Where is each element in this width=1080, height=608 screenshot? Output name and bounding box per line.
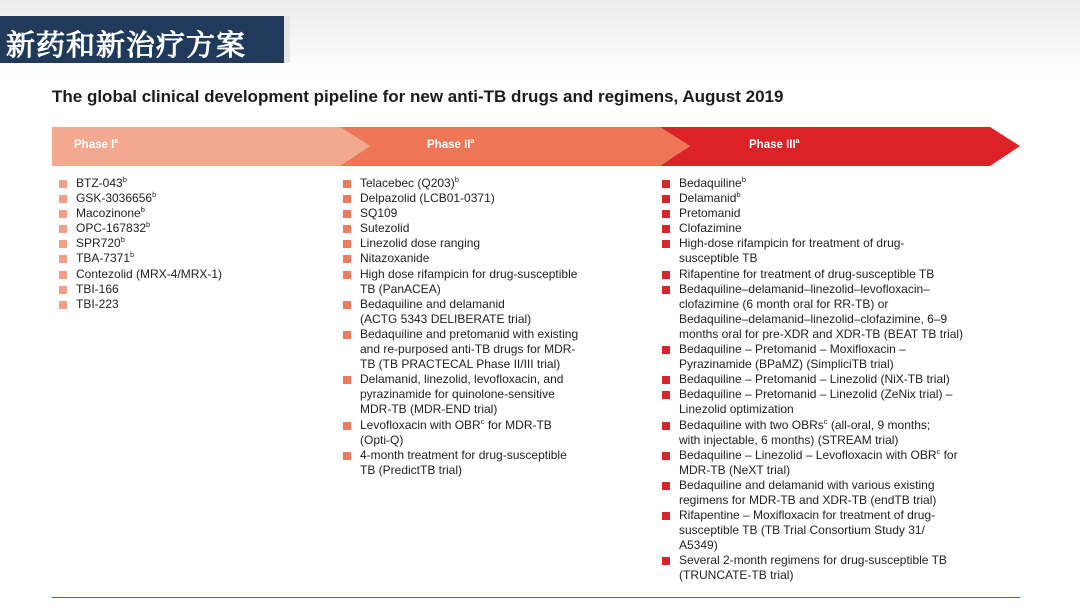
phase-2-item: Telacebec $(Q203)^b$: [340, 176, 578, 191]
phase-2-arrow: [340, 127, 690, 166]
bullet-square-icon: [662, 482, 670, 490]
phase-2-item: Levofloxacin with OBR$^c$ for MDR-TB (Opti-Q): [340, 418, 578, 448]
bullet-square-icon: [59, 225, 67, 233]
figure-title: The global clinical development pipeline for new anti-TB drugs and regimens, August 2019: [52, 87, 784, 106]
bullet-square-icon: [59, 271, 67, 279]
bullet-square-icon: [343, 255, 351, 263]
bullet-square-icon: [59, 180, 67, 188]
phase-1-item: TBI-166: [56, 282, 222, 297]
phase-3-item: Bedaquiline$^b$: [659, 176, 963, 191]
bullet-square-icon: [343, 331, 351, 339]
phase-2-item: Bedaquiline and delamanid (ACTG 5343 DELIBERATE trial): [340, 297, 578, 327]
bullet-square-icon: [343, 376, 351, 384]
bullet-square-icon: [343, 210, 351, 218]
phase-3-label: Phase III$^a$: [749, 138, 800, 151]
bullet-square-icon: [343, 422, 351, 430]
bullet-square-icon: [662, 346, 670, 354]
bullet-square-icon: [343, 225, 351, 233]
bullet-square-icon: [662, 210, 670, 218]
bullet-square-icon: [59, 286, 67, 294]
phase-1-item: Contezolid (MRX-4/MRX-1): [56, 267, 222, 282]
bottom-divider: [52, 597, 1020, 598]
phase-3-item: Pretomanid: [659, 206, 963, 221]
slide-title: 新药和新治疗方案: [6, 28, 247, 62]
phase-1-list: [56, 176, 222, 312]
phase-3-item: Bedaquiline – Linezolid – Levofloxacin with OBR$^c$ for MDR-TB (NeXT trial): [659, 448, 963, 478]
bullet-square-icon: [662, 240, 670, 248]
phase-2-item: SQ109: [340, 206, 578, 221]
bullet-square-icon: [662, 512, 670, 520]
phase-1-label: Phase $I^a$: [74, 138, 119, 151]
phase-3-item: Bedaquiline and delamanid with various existing regimens for MDR-TB and XDR-TB (endTB trial): [659, 478, 963, 508]
phase-1-item: TBI-223: [56, 297, 222, 312]
phase-3-item: Bedaquiline – Pretomanid – Linezolid (ZeNix trial) – Linezolid optimization: [659, 387, 963, 417]
phase-2-item: Linezolid dose ranging: [340, 236, 578, 251]
bullet-square-icon: [59, 255, 67, 263]
phase-2-item: Bedaquiline and pretomanid with existing and re-purposed anti-TB drugs for MDR- TB (TB PRACTECAL Phase II/III trial): [340, 327, 578, 372]
phase-3-item: High-dose rifampicin for treatment of drug- susceptible TB: [659, 236, 963, 266]
bullet-square-icon: [343, 240, 351, 248]
phase-2-item: Sutezolid: [340, 221, 578, 236]
bullet-square-icon: [59, 210, 67, 218]
phase-3-item: Rifapentine – Moxifloxacin for treatment of drug- susceptible TB (TB Trial Consortium Study 31/ A5349): [659, 508, 963, 553]
phase-3-item: Delamanid$^b$: [659, 191, 963, 206]
bullet-square-icon: [662, 225, 670, 233]
bullet-square-icon: [59, 240, 67, 248]
phase-arrows: [0, 0, 1080, 175]
phase-3-item: Rifapentine for treatment of drug-susceptible TB: [659, 267, 963, 282]
phase-1-item: Macozinone$^b$: [56, 206, 222, 221]
phase-3-item: Bedaquiline – Pretomanid – Moxifloxacin – Pyrazinamide (BPaMZ) (SimpliciTB trial): [659, 342, 963, 372]
bullet-square-icon: [343, 452, 351, 460]
phase-1-item: OPC-167832$^b$: [56, 221, 222, 236]
phase-2-item: Delpazolid (LCB01-0371): [340, 191, 578, 206]
bullet-square-icon: [59, 195, 67, 203]
bullet-square-icon: [59, 301, 67, 309]
phase-3-item: Bedaquiline – Pretomanid – Linezolid (NiX-TB trial): [659, 372, 963, 387]
phase-2-item: 4-month treatment for drug-susceptible TB (PredictTB trial): [340, 448, 578, 478]
phase-1-item: GSK-3036656$^b$: [56, 191, 222, 206]
bullet-square-icon: [662, 557, 670, 565]
bullet-square-icon: [343, 271, 351, 279]
phase-3-arrow: [660, 127, 1020, 166]
bullet-square-icon: [662, 286, 670, 294]
phase-3-item: Clofazimine: [659, 221, 963, 236]
bullet-square-icon: [343, 180, 351, 188]
phase-2-label: Phase $II^a$: [427, 138, 475, 151]
phase-2-item: Nitazoxanide: [340, 251, 578, 266]
phase-2-list: [340, 176, 578, 478]
bullet-square-icon: [662, 391, 670, 399]
phase-3-item: Bedaquiline with two OBRs$^c$ (all-oral, 9 months; with injectable, 6 months) (STREAM trial): [659, 418, 963, 448]
bullet-square-icon: [662, 376, 670, 384]
bullet-square-icon: [662, 452, 670, 460]
bullet-square-icon: [662, 422, 670, 430]
phase-1-item: BTZ-043$^b$: [56, 176, 222, 191]
phase-2-item: High dose rifampicin for drug-susceptible TB (PanACEA): [340, 267, 578, 297]
phase-3-item: Several 2-month regimens for drug-susceptible TB (TRUNCATE-TB trial): [659, 553, 963, 583]
phase-1-item: TBA-7371$^b$: [56, 251, 222, 266]
bullet-square-icon: [343, 301, 351, 309]
phase-2-item: Delamanid, linezolid, levofloxacin, and pyrazinamide for quinolone-sensitive MDR-TB (MDR-END trial): [340, 372, 578, 417]
bullet-square-icon: [662, 180, 670, 188]
bullet-square-icon: [662, 271, 670, 279]
bullet-square-icon: [662, 195, 670, 203]
phase-3-list: [659, 176, 963, 584]
phase-1-item: SPR720$^b$: [56, 236, 222, 251]
bullet-square-icon: [343, 195, 351, 203]
phase-3-item: Bedaquiline–delamanid–linezolid–levofloxacin– clofazimine (6 month oral for RR-TB) or Bedaquiline–delamanid–linezolid–clofazimine, 6–9 months oral for pre-XDR and XDR-TB (BEAT TB trial): [659, 282, 963, 342]
